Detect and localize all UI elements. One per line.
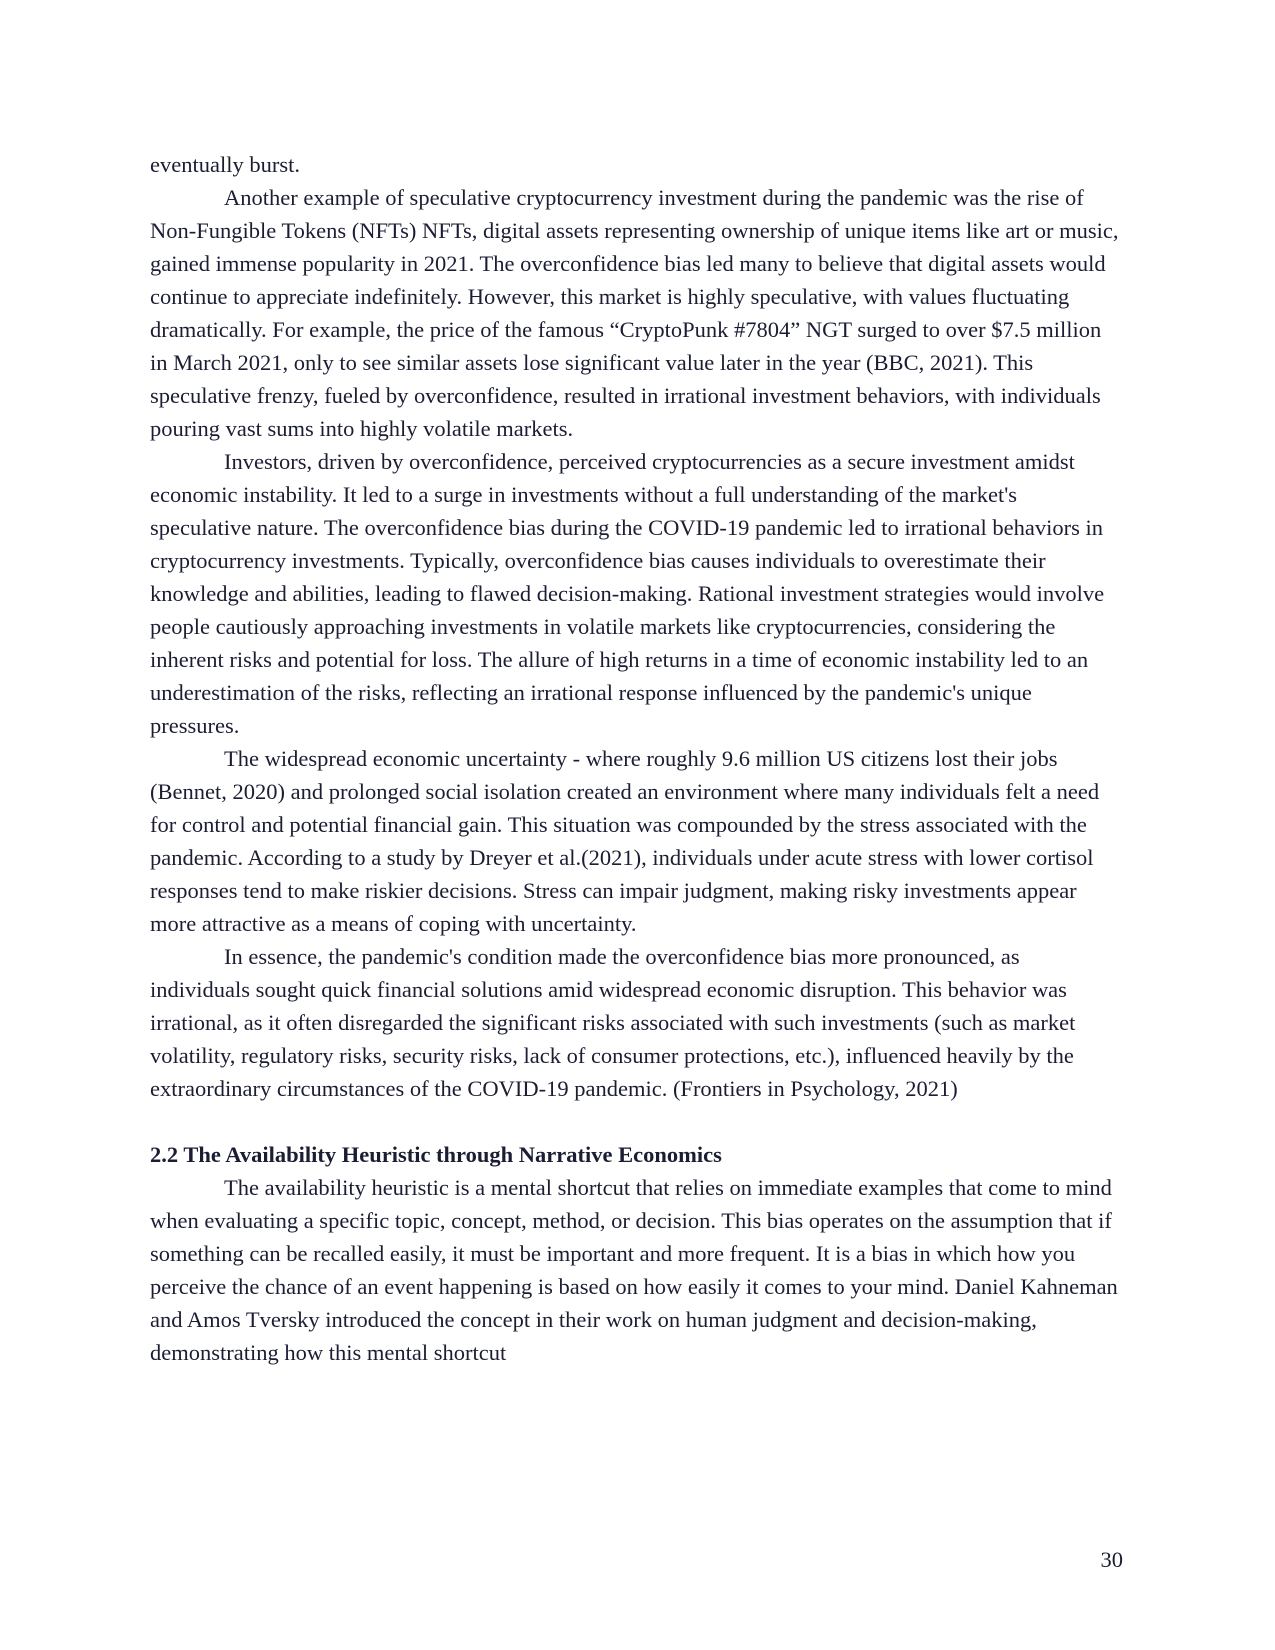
page-number: 30 (1100, 1547, 1123, 1572)
investors-paragraph: Investors, driven by overconfidence, perceived cryptocurrencies as a secure investment amidst economic instability. It led to a surge in investments without a full understanding of the market's speculative nature. The overconfidence bias during the COVID-19 pandemic led to irrational behaviors in cryptocurrency investments. Typically, overconfidence bias causes individuals to overestimate their knowledge and abilities, leading to flawed decision-making. Rational investment strategies would involve people cautiously approaching investments in volatile markets like cryptocurrencies, considering the inherent risks and potential for loss. The allure of high returns in a time of economic instability led to an underestimation of the risks, reflecting an irrational response influenced by the pandemic's unique pressures. (150, 449, 1105, 738)
availability-paragraph: The availability heuristic is a mental shortcut that relies on immediate examples that come to mind when evaluating a specific topic, concept, method, or decision. This bias operates on the assumption that if something can be recalled easily, it must be important and more frequent. It is a bias in which how you perceive the chance of an event happening is based on how easily it comes to your mind. Daniel Kahneman and Amos Tversky introduced the concept in their work on human judgment and decision-making, demonstrating how this mental shortcut (150, 1175, 1118, 1365)
uncertainty-paragraph: The widespread economic uncertainty - where roughly 9.6 million US citizens lost their jobs (Bennet, 2020) and prolonged social isolation created an environment where many individuals felt a need for control and potential financial gain. This situation was compounded by the stress associated with the pandemic. According to a study by Dreyer et al.(2021), individuals under acute stress with lower cortisol responses tend to make riskier decisions. Stress can impair judgment, making risky investments appear more attractive as a means of coping with uncertainty. (150, 746, 1100, 936)
continuation-paragraph: eventually burst. (150, 152, 300, 177)
section-heading: 2.2 The Availability Heuristic through Narrative Economics (150, 1142, 722, 1167)
nft-paragraph: Another example of speculative cryptocurrency investment during the pandemic was the rise of Non-Fungible Tokens (NFTs) NFTs, digital assets representing ownership of unique items like art or music, gained immense popularity in 2021. The overconfidence bias led many to believe that digital assets would continue to appreciate indefinitely. However, this market is highly speculative, with values fluctuating dramatically. For example, the price of the famous “CryptoPunk #7804” NGT surged to over $7.5 million in March 2021, only to see similar assets lose significant value later in the year (BBC, 2021). This speculative frenzy, fueled by overconfidence, resulted in irrational investment behaviors, with individuals pouring vast sums into highly volatile markets. (150, 185, 1119, 441)
essence-paragraph: In essence, the pandemic's condition made the overconfidence bias more pronounced, as individuals sought quick financial solutions amid widespread economic disruption. This behavior was irrational, as it often disregarded the significant risks associated with such investments (such as market volatility, regulatory risks, security risks, lack of consumer protections, etc.), influenced heavily by the extraordinary circumstances of the COVID-19 pandemic. (Frontiers in Psychology, 2021) (150, 944, 1076, 1101)
page-body (150, 148, 1122, 1369)
